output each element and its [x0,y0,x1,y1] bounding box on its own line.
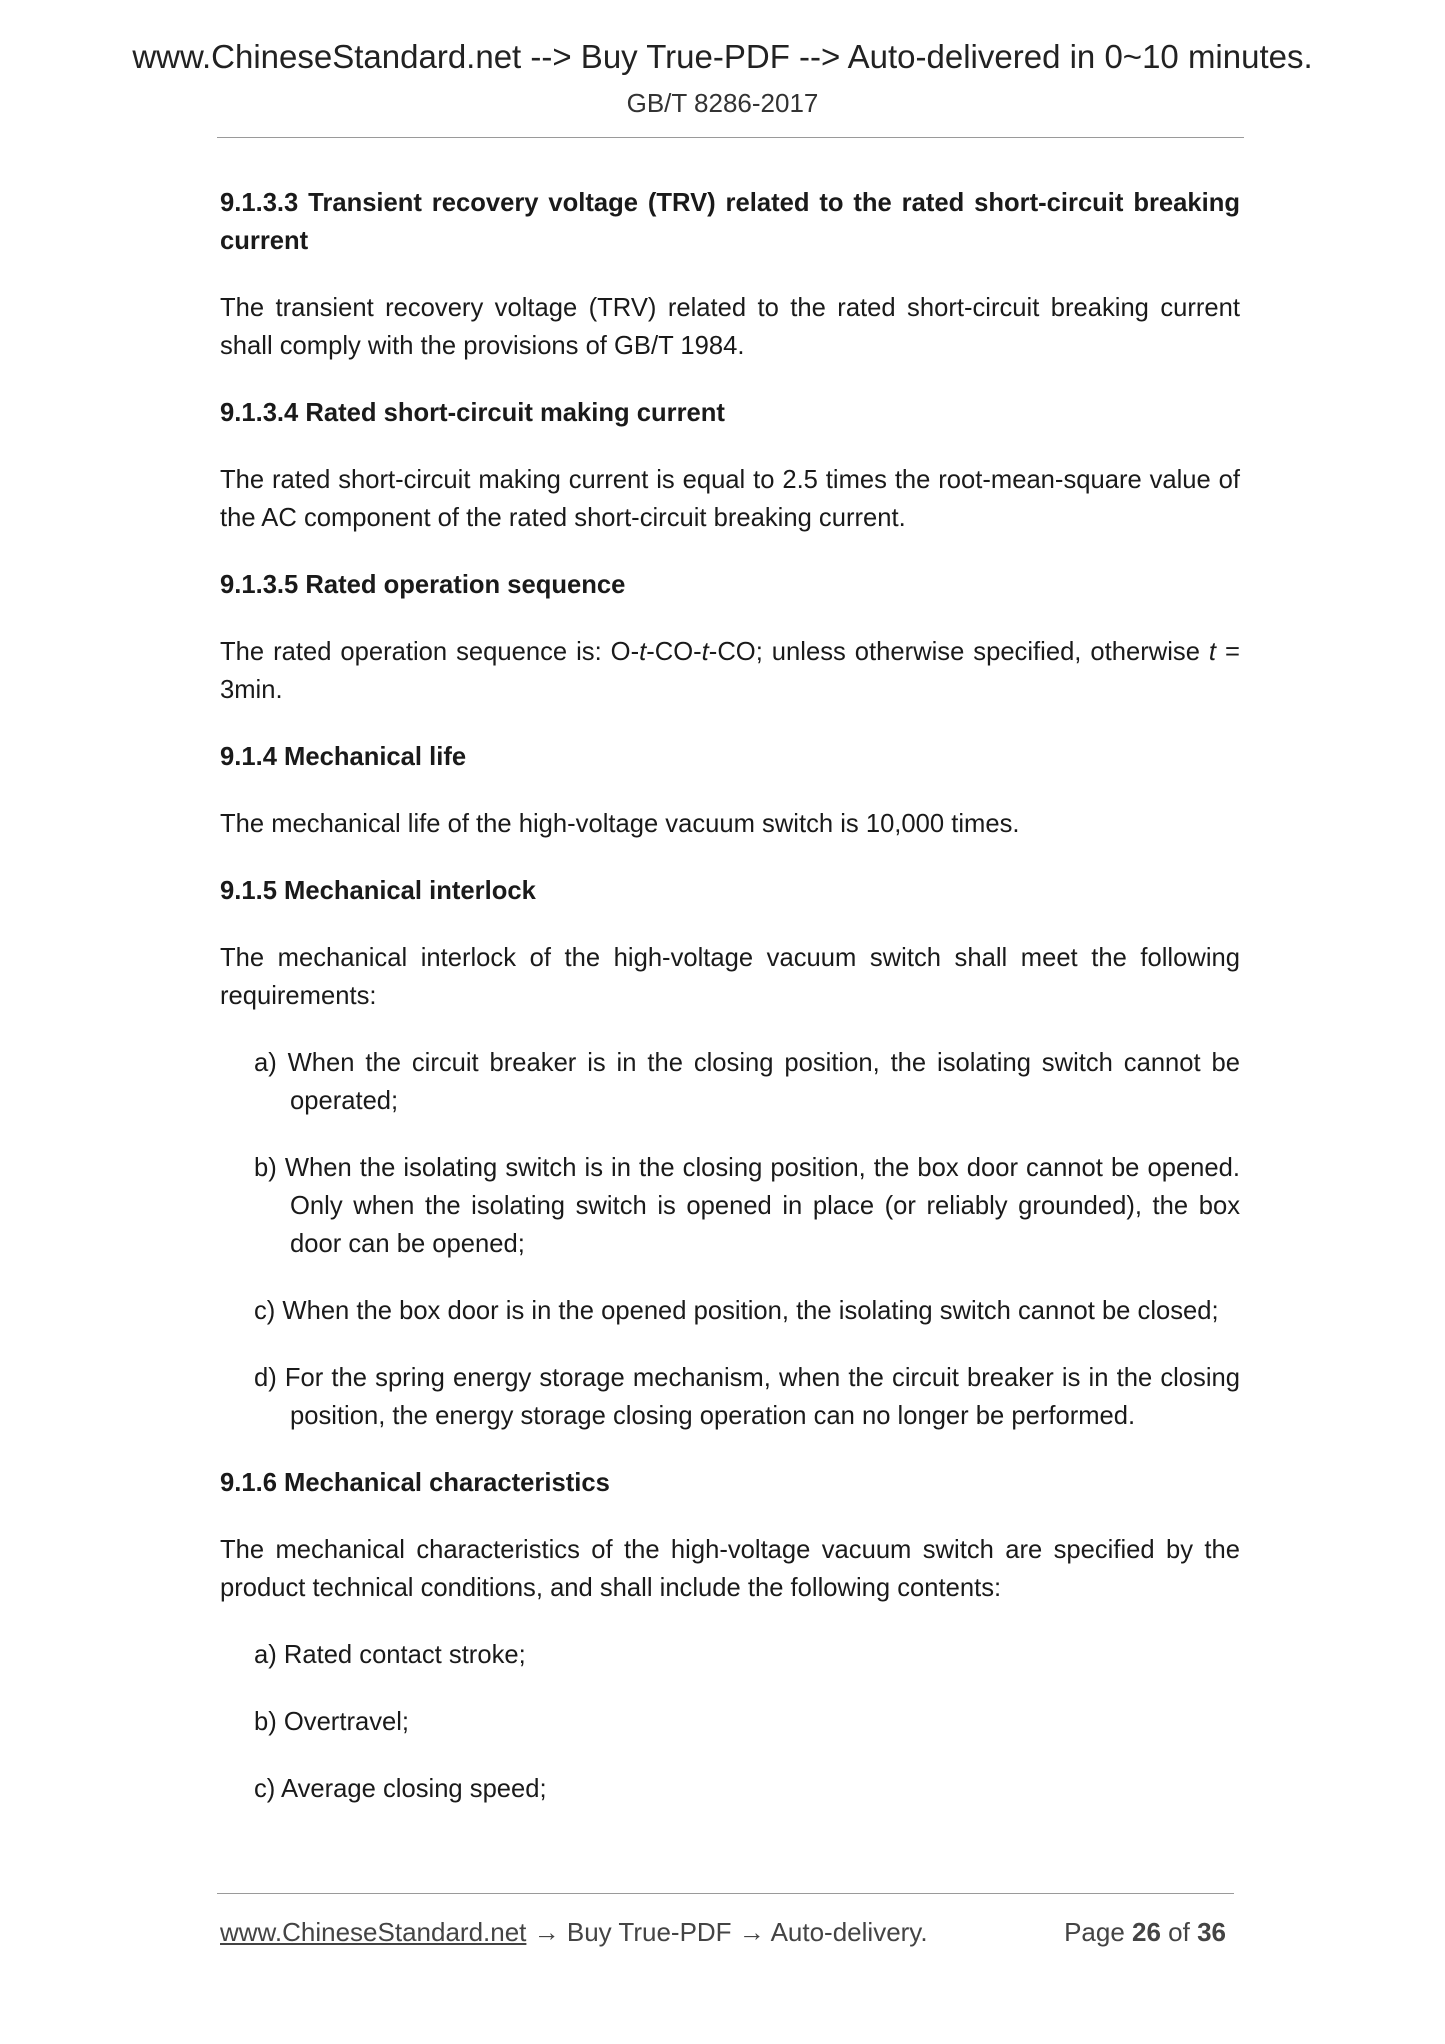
italic-t: t [701,638,709,666]
total-pages: 36 [1197,1917,1226,1947]
list-item: c) When the box door is in the opened position, the isolating switch cannot be closed; [254,1297,1219,1325]
document-body [220,184,1240,1837]
header-banner: www.ChineseStandard.net --> Buy True-PDF --> Auto-delivered in 0~10 minutes. [132,38,1313,75]
paragraph-9-1-3-5 [220,633,1240,709]
page-number [1064,1917,1226,1948]
paragraph-9-1-5: The mechanical interlock of the high-voltage vacuum switch shall meet the following requirements: [220,944,1240,1010]
page-label: Page [1064,1917,1133,1947]
document-code: GB/T 8286-2017 [626,88,819,118]
list-item: b) When the isolating switch is in the closing position, the box door cannot be opened. Only when the isolating switch is opened in place (or reliably grounded), the box door can be opened; [254,1154,1240,1258]
of-label: of [1160,1917,1198,1947]
italic-t: t [1208,638,1217,666]
text-fragment: -CO- [646,638,702,666]
paragraph-9-1-3-3: The transient recovery voltage (TRV) related to the rated short-circuit breaking current shall comply with the provisions of GB/T 1984. [220,294,1240,360]
text-fragment: -CO; unless otherwise specified, otherwise [708,638,1209,666]
paragraph-9-1-4: The mechanical life of the high-voltage vacuum switch is 10,000 times. [220,810,1020,838]
italic-t: t [639,638,647,666]
heading-9-1-6: 9.1.6 Mechanical characteristics [220,1469,610,1497]
text-fragment: The rated operation sequence is: O- [220,638,640,666]
footer-text: → Buy True-PDF → Auto-delivery. [526,1917,928,1947]
text-fragment: = 3min. [220,638,1240,704]
heading-9-1-3-3: 9.1.3.3 Transient recovery voltage (TRV) related to the rated short-circuit breaking current [220,189,1240,255]
list-item: c) Average closing speed; [254,1775,547,1803]
paragraph-9-1-3-4: The rated short-circuit making current is equal to 2.5 times the root-mean-square value of the AC component of the rated short-circuit breaking current. [220,466,1240,532]
paragraph-9-1-6: The mechanical characteristics of the high-voltage vacuum switch are specified by the product technical conditions, and shall include the following contents: [220,1536,1240,1602]
footer-divider [217,1893,1234,1894]
heading-9-1-5: 9.1.5 Mechanical interlock [220,877,536,905]
footer-website-link[interactable]: www.ChineseStandard.net [220,1917,527,1947]
heading-9-1-4: 9.1.4 Mechanical life [220,743,467,771]
list-item: a) Rated contact stroke; [254,1641,526,1669]
heading-9-1-3-5: 9.1.3.5 Rated operation sequence [220,571,626,599]
heading-9-1-3-4: 9.1.3.4 Rated short-circuit making current [220,399,725,427]
list-item: d) For the spring energy storage mechanism, when the circuit breaker is in the closing position, the energy storage closing operation can no longer be performed. [254,1364,1240,1430]
list-item: a) When the circuit breaker is in the closing position, the isolating switch cannot be operated; [254,1049,1240,1115]
page-footer [220,1917,1234,1948]
header-divider [217,137,1244,138]
current-page: 26 [1132,1917,1161,1947]
list-item: b) Overtravel; [254,1708,410,1736]
